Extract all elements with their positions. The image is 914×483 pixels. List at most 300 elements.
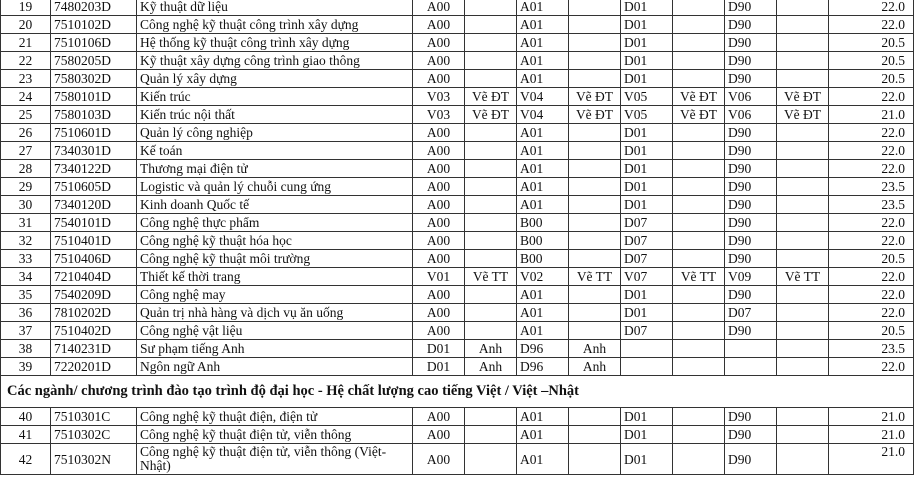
combo-2-cell: A01 — [517, 142, 569, 160]
combo-2-cell: V02 — [517, 268, 569, 286]
combo-4-cell: D90 — [725, 160, 777, 178]
table-row — [1, 160, 914, 178]
combo-4-cell: D90 — [725, 444, 777, 475]
table-row — [1, 232, 914, 250]
combo-1-note-cell — [465, 250, 517, 268]
combo-3-cell: D01 — [621, 124, 673, 142]
combo-1-note-cell — [465, 444, 517, 475]
combo-3-note-cell: Vẽ ĐT — [673, 106, 725, 124]
admission-score-cell: 20.5 — [829, 70, 914, 88]
combo-3-note-cell — [673, 0, 725, 16]
combo-4-note-cell — [777, 426, 829, 444]
combo-3-note-cell — [673, 16, 725, 34]
combo-1-note-cell — [465, 232, 517, 250]
program-code-cell: 7510601D — [51, 124, 137, 142]
combo-4-cell — [725, 340, 777, 358]
combo-2-cell: A01 — [517, 0, 569, 16]
table-row — [1, 88, 914, 106]
combo-4-note-cell — [777, 408, 829, 426]
combo-4-cell: D90 — [725, 70, 777, 88]
combo-2-note-cell — [569, 408, 621, 426]
admission-score-cell: 21.0 — [829, 106, 914, 124]
row-number-cell: 23 — [1, 70, 51, 88]
table-row — [1, 178, 914, 196]
combo-1-cell: A00 — [413, 52, 465, 70]
program-name-cell: Quản lý xây dựng — [137, 70, 413, 88]
row-number-cell: 21 — [1, 34, 51, 52]
admission-score-cell: 22.0 — [829, 124, 914, 142]
combo-1-note-cell — [465, 160, 517, 178]
program-name-cell: Công nghệ thực phẩm — [137, 214, 413, 232]
combo-1-cell: A00 — [413, 142, 465, 160]
program-name-cell: Kế toán — [137, 142, 413, 160]
combo-2-cell: A01 — [517, 322, 569, 340]
table-row — [1, 34, 914, 52]
row-number-cell: 25 — [1, 106, 51, 124]
combo-1-note-cell — [465, 52, 517, 70]
combo-1-cell: A00 — [413, 70, 465, 88]
admission-score-cell: 20.5 — [829, 52, 914, 70]
combo-1-note-cell — [465, 178, 517, 196]
combo-1-note-cell: Anh — [465, 340, 517, 358]
admission-score-cell: 21.0 — [829, 408, 914, 426]
program-name-cell: Thiết kế thời trang — [137, 268, 413, 286]
combo-2-note-cell — [569, 124, 621, 142]
admission-score-cell: 22.0 — [829, 214, 914, 232]
combo-3-cell: D07 — [621, 232, 673, 250]
combo-1-cell: A00 — [413, 426, 465, 444]
program-name-cell: Hệ thống kỹ thuật công trình xây dựng — [137, 34, 413, 52]
row-number-cell: 38 — [1, 340, 51, 358]
combo-1-cell: A00 — [413, 160, 465, 178]
combo-2-note-cell — [569, 426, 621, 444]
admission-score-cell: 20.5 — [829, 322, 914, 340]
combo-2-cell: A01 — [517, 34, 569, 52]
combo-1-note-cell — [465, 214, 517, 232]
combo-2-note-cell — [569, 214, 621, 232]
combo-4-note-cell — [777, 340, 829, 358]
table-row — [1, 304, 914, 322]
combo-4-cell: D90 — [725, 178, 777, 196]
combo-1-cell: V03 — [413, 106, 465, 124]
combo-2-cell: D96 — [517, 340, 569, 358]
admission-score-cell: 22.0 — [829, 142, 914, 160]
combo-4-cell: V09 — [725, 268, 777, 286]
combo-1-cell: D01 — [413, 340, 465, 358]
combo-3-cell: D07 — [621, 214, 673, 232]
combo-1-note-cell — [465, 70, 517, 88]
row-number-cell: 36 — [1, 304, 51, 322]
table-row — [1, 358, 914, 376]
combo-4-cell: D90 — [725, 426, 777, 444]
combo-4-cell: D90 — [725, 232, 777, 250]
combo-3-note-cell — [673, 286, 725, 304]
program-code-cell: 7510605D — [51, 178, 137, 196]
combo-4-note-cell — [777, 160, 829, 178]
combo-1-note-cell — [465, 34, 517, 52]
admission-score-cell: 22.0 — [829, 286, 914, 304]
table-row — [1, 124, 914, 142]
combo-2-note-cell — [569, 286, 621, 304]
combo-2-cell: A01 — [517, 124, 569, 142]
combo-3-cell: D07 — [621, 322, 673, 340]
combo-3-cell: D01 — [621, 286, 673, 304]
combo-4-note-cell — [777, 444, 829, 475]
combo-2-note-cell — [569, 196, 621, 214]
combo-4-note-cell — [777, 70, 829, 88]
combo-1-cell: A00 — [413, 250, 465, 268]
combo-2-cell: B00 — [517, 214, 569, 232]
combo-2-cell: D96 — [517, 358, 569, 376]
row-number-cell: 19 — [1, 0, 51, 16]
combo-4-note-cell — [777, 0, 829, 16]
table-row — [1, 444, 914, 475]
program-code-cell: 7220201D — [51, 358, 137, 376]
combo-2-cell: A01 — [517, 52, 569, 70]
program-name-cell: Kiến trúc — [137, 88, 413, 106]
combo-3-note-cell — [673, 196, 725, 214]
program-name-cell: Ngôn ngữ Anh — [137, 358, 413, 376]
combo-3-cell: D01 — [621, 142, 673, 160]
combo-3-cell: D01 — [621, 52, 673, 70]
program-code-cell: 7140231D — [51, 340, 137, 358]
combo-3-cell: V05 — [621, 88, 673, 106]
combo-3-cell — [621, 358, 673, 376]
table-row — [1, 340, 914, 358]
program-name-cell: Công nghệ kỹ thuật môi trường — [137, 250, 413, 268]
combo-1-cell: A00 — [413, 0, 465, 16]
combo-2-cell: A01 — [517, 196, 569, 214]
program-code-cell: 7340120D — [51, 196, 137, 214]
combo-2-cell: B00 — [517, 232, 569, 250]
program-code-cell: 7510301C — [51, 408, 137, 426]
combo-3-note-cell — [673, 160, 725, 178]
program-name-cell: Công nghệ kỹ thuật điện tử, viễn thông (Việt-Nhật) — [137, 444, 413, 475]
program-code-cell: 7480203D — [51, 0, 137, 16]
admission-score-cell: 21.0 — [829, 426, 914, 444]
row-number-cell: 40 — [1, 408, 51, 426]
program-code-cell: 7340122D — [51, 160, 137, 178]
combo-3-note-cell — [673, 124, 725, 142]
table-row — [1, 142, 914, 160]
admission-score-cell: 20.5 — [829, 34, 914, 52]
combo-3-cell: D01 — [621, 70, 673, 88]
combo-2-cell: V04 — [517, 88, 569, 106]
combo-1-cell: A00 — [413, 34, 465, 52]
combo-1-cell: A00 — [413, 322, 465, 340]
combo-1-cell: V03 — [413, 88, 465, 106]
combo-2-cell: A01 — [517, 16, 569, 34]
combo-2-note-cell: Vẽ ĐT — [569, 88, 621, 106]
combo-1-cell: A00 — [413, 286, 465, 304]
combo-3-note-cell — [673, 340, 725, 358]
admission-score-cell: 22.0 — [829, 16, 914, 34]
combo-1-note-cell — [465, 304, 517, 322]
combo-3-cell: D01 — [621, 160, 673, 178]
combo-4-note-cell — [777, 16, 829, 34]
combo-4-cell — [725, 358, 777, 376]
combo-2-note-cell — [569, 232, 621, 250]
combo-3-note-cell — [673, 304, 725, 322]
row-number-cell: 30 — [1, 196, 51, 214]
row-number-cell: 26 — [1, 124, 51, 142]
combo-4-cell: D90 — [725, 286, 777, 304]
combo-2-note-cell: Vẽ ĐT — [569, 106, 621, 124]
combo-3-note-cell — [673, 232, 725, 250]
row-number-cell: 41 — [1, 426, 51, 444]
combo-3-note-cell — [673, 426, 725, 444]
combo-1-cell: A00 — [413, 408, 465, 426]
combo-3-note-cell — [673, 250, 725, 268]
combo-1-cell: V01 — [413, 268, 465, 286]
admission-score-cell: 22.0 — [829, 88, 914, 106]
combo-3-note-cell — [673, 34, 725, 52]
combo-2-note-cell — [569, 304, 621, 322]
row-number-cell: 35 — [1, 286, 51, 304]
admission-score-cell: 23.5 — [829, 196, 914, 214]
combo-2-note-cell — [569, 70, 621, 88]
row-number-cell: 27 — [1, 142, 51, 160]
section-header-row-group — [1, 376, 914, 408]
table-row — [1, 16, 914, 34]
combo-1-note-cell — [465, 286, 517, 304]
admission-score-cell: 23.5 — [829, 340, 914, 358]
combo-2-cell: V04 — [517, 106, 569, 124]
program-code-cell: 7340301D — [51, 142, 137, 160]
combo-1-cell: A00 — [413, 16, 465, 34]
combo-2-cell: A01 — [517, 444, 569, 475]
row-number-cell: 37 — [1, 322, 51, 340]
combo-4-note-cell — [777, 250, 829, 268]
combo-4-note-cell — [777, 142, 829, 160]
row-number-cell: 20 — [1, 16, 51, 34]
row-number-cell: 34 — [1, 268, 51, 286]
row-number-cell: 28 — [1, 160, 51, 178]
program-code-cell: 7540209D — [51, 286, 137, 304]
combo-3-note-cell — [673, 358, 725, 376]
program-name-cell: Công nghệ kỹ thuật điện tử, viễn thông — [137, 426, 413, 444]
combo-1-note-cell — [465, 408, 517, 426]
combo-4-cell: D07 — [725, 304, 777, 322]
table-row — [1, 426, 914, 444]
combo-3-cell: D01 — [621, 444, 673, 475]
table-row — [1, 70, 914, 88]
combo-4-cell: D90 — [725, 322, 777, 340]
combo-3-cell: D01 — [621, 408, 673, 426]
row-number-cell: 24 — [1, 88, 51, 106]
combo-4-cell: D90 — [725, 214, 777, 232]
combo-4-note-cell — [777, 124, 829, 142]
program-name-cell: Kỹ thuật xây dựng công trình giao thông — [137, 52, 413, 70]
combo-1-note-cell: Vẽ ĐT — [465, 88, 517, 106]
section-header-row — [1, 376, 914, 408]
combo-4-cell: V06 — [725, 106, 777, 124]
combo-1-cell: A00 — [413, 232, 465, 250]
combo-3-note-cell — [673, 142, 725, 160]
combo-3-note-cell — [673, 52, 725, 70]
combo-1-note-cell — [465, 196, 517, 214]
combo-4-note-cell: Vẽ ĐT — [777, 106, 829, 124]
row-number-cell: 29 — [1, 178, 51, 196]
combo-3-cell: D07 — [621, 250, 673, 268]
program-name-cell: Sư phạm tiếng Anh — [137, 340, 413, 358]
combo-4-cell: D90 — [725, 0, 777, 16]
combo-3-note-cell — [673, 178, 725, 196]
program-name-cell: Kinh doanh Quốc tế — [137, 196, 413, 214]
program-name-cell: Thương mại điện tử — [137, 160, 413, 178]
combo-1-note-cell — [465, 426, 517, 444]
admission-score-cell: 22.0 — [829, 358, 914, 376]
row-number-cell: 32 — [1, 232, 51, 250]
combo-4-cell: D90 — [725, 34, 777, 52]
combo-1-cell: A00 — [413, 196, 465, 214]
combo-2-note-cell — [569, 52, 621, 70]
program-code-cell: 7580205D — [51, 52, 137, 70]
combo-3-note-cell — [673, 70, 725, 88]
combo-2-cell: A01 — [517, 286, 569, 304]
combo-2-note-cell: Vẽ TT — [569, 268, 621, 286]
combo-4-note-cell — [777, 34, 829, 52]
program-name-cell: Kiến trúc nội thất — [137, 106, 413, 124]
program-code-cell: 7510401D — [51, 232, 137, 250]
combo-1-note-cell — [465, 322, 517, 340]
table-row — [1, 0, 914, 16]
program-code-cell: 7510102D — [51, 16, 137, 34]
program-name-cell: Công nghệ kỹ thuật điện, điện tử — [137, 408, 413, 426]
combo-4-note-cell — [777, 52, 829, 70]
combo-2-note-cell — [569, 16, 621, 34]
combo-1-cell: A00 — [413, 214, 465, 232]
program-name-cell: Quản trị nhà hàng và dịch vụ ăn uống — [137, 304, 413, 322]
table-row — [1, 106, 914, 124]
admission-score-cell: 23.5 — [829, 178, 914, 196]
combo-4-cell: D90 — [725, 250, 777, 268]
combo-2-note-cell — [569, 0, 621, 16]
combo-3-note-cell: Vẽ ĐT — [673, 88, 725, 106]
table-body-bottom — [1, 408, 914, 475]
program-name-cell: Quản lý công nghiệp — [137, 124, 413, 142]
admission-score-cell: 21.0 — [829, 444, 914, 475]
combo-3-cell: D01 — [621, 426, 673, 444]
combo-1-cell: A00 — [413, 124, 465, 142]
combo-1-cell: A00 — [413, 178, 465, 196]
table-row — [1, 286, 914, 304]
admission-score-cell: 22.0 — [829, 0, 914, 16]
combo-1-cell: A00 — [413, 444, 465, 475]
combo-4-cell: D90 — [725, 142, 777, 160]
combo-1-cell: D01 — [413, 358, 465, 376]
combo-2-note-cell — [569, 160, 621, 178]
admission-score-cell: 20.5 — [829, 250, 914, 268]
combo-2-cell: A01 — [517, 178, 569, 196]
combo-3-cell: V07 — [621, 268, 673, 286]
program-code-cell: 7510406D — [51, 250, 137, 268]
combo-4-note-cell: Vẽ ĐT — [777, 88, 829, 106]
combo-2-note-cell — [569, 444, 621, 475]
combo-4-note-cell — [777, 178, 829, 196]
table-row — [1, 250, 914, 268]
program-name-cell: Công nghệ vật liệu — [137, 322, 413, 340]
table-body-top — [1, 0, 914, 376]
combo-2-cell: A01 — [517, 160, 569, 178]
program-code-cell: 7580302D — [51, 70, 137, 88]
program-code-cell: 7510106D — [51, 34, 137, 52]
program-code-cell: 7510302N — [51, 444, 137, 475]
combo-4-cell: V06 — [725, 88, 777, 106]
combo-2-note-cell — [569, 34, 621, 52]
combo-3-note-cell — [673, 214, 725, 232]
combo-1-note-cell: Vẽ ĐT — [465, 106, 517, 124]
combo-2-note-cell: Anh — [569, 358, 621, 376]
combo-3-cell: D01 — [621, 34, 673, 52]
combo-2-note-cell: Anh — [569, 340, 621, 358]
combo-4-note-cell — [777, 286, 829, 304]
row-number-cell: 39 — [1, 358, 51, 376]
combo-1-note-cell — [465, 0, 517, 16]
section-title: Các ngành/ chương trình đào tạo trình độ đại học - Hệ chất lượng cao tiếng Việt / Việt –Nhật — [1, 376, 914, 408]
table-row — [1, 214, 914, 232]
combo-4-note-cell — [777, 358, 829, 376]
combo-2-note-cell — [569, 250, 621, 268]
program-code-cell: 7510402D — [51, 322, 137, 340]
combo-3-cell: D01 — [621, 0, 673, 16]
combo-2-note-cell — [569, 322, 621, 340]
program-code-cell: 7810202D — [51, 304, 137, 322]
combo-4-cell: D90 — [725, 16, 777, 34]
combo-3-cell — [621, 340, 673, 358]
combo-2-note-cell — [569, 178, 621, 196]
combo-4-cell: D90 — [725, 124, 777, 142]
combo-2-cell: A01 — [517, 426, 569, 444]
admission-score-cell: 22.0 — [829, 304, 914, 322]
combo-4-cell: D90 — [725, 196, 777, 214]
table-row — [1, 268, 914, 286]
combo-3-note-cell — [673, 444, 725, 475]
program-name-cell: Công nghệ may — [137, 286, 413, 304]
program-code-cell: 7580101D — [51, 88, 137, 106]
combo-2-note-cell — [569, 142, 621, 160]
combo-2-cell: A01 — [517, 70, 569, 88]
row-number-cell: 33 — [1, 250, 51, 268]
combo-1-cell: A00 — [413, 304, 465, 322]
combo-3-cell: D01 — [621, 16, 673, 34]
combo-4-cell: D90 — [725, 52, 777, 70]
combo-2-cell: A01 — [517, 408, 569, 426]
combo-3-cell: D01 — [621, 196, 673, 214]
combo-1-note-cell: Vẽ TT — [465, 268, 517, 286]
program-name-cell: Logistic và quản lý chuỗi cung ứng — [137, 178, 413, 196]
combo-4-cell: D90 — [725, 408, 777, 426]
admission-score-cell: 22.0 — [829, 268, 914, 286]
combo-2-cell: B00 — [517, 250, 569, 268]
row-number-cell: 31 — [1, 214, 51, 232]
combo-3-note-cell — [673, 322, 725, 340]
combo-4-note-cell — [777, 214, 829, 232]
program-code-cell: 7580103D — [51, 106, 137, 124]
table-row — [1, 52, 914, 70]
admission-score-cell: 22.0 — [829, 160, 914, 178]
program-name-cell: Công nghệ kỹ thuật công trình xây dựng — [137, 16, 413, 34]
program-name-cell: Công nghệ kỹ thuật hóa học — [137, 232, 413, 250]
table-row — [1, 196, 914, 214]
combo-4-note-cell — [777, 232, 829, 250]
combo-1-note-cell: Anh — [465, 358, 517, 376]
combo-3-note-cell: Vẽ TT — [673, 268, 725, 286]
combo-4-note-cell — [777, 322, 829, 340]
program-name-cell: Kỹ thuật dữ liệu — [137, 0, 413, 16]
combo-2-cell: A01 — [517, 304, 569, 322]
combo-1-note-cell — [465, 124, 517, 142]
